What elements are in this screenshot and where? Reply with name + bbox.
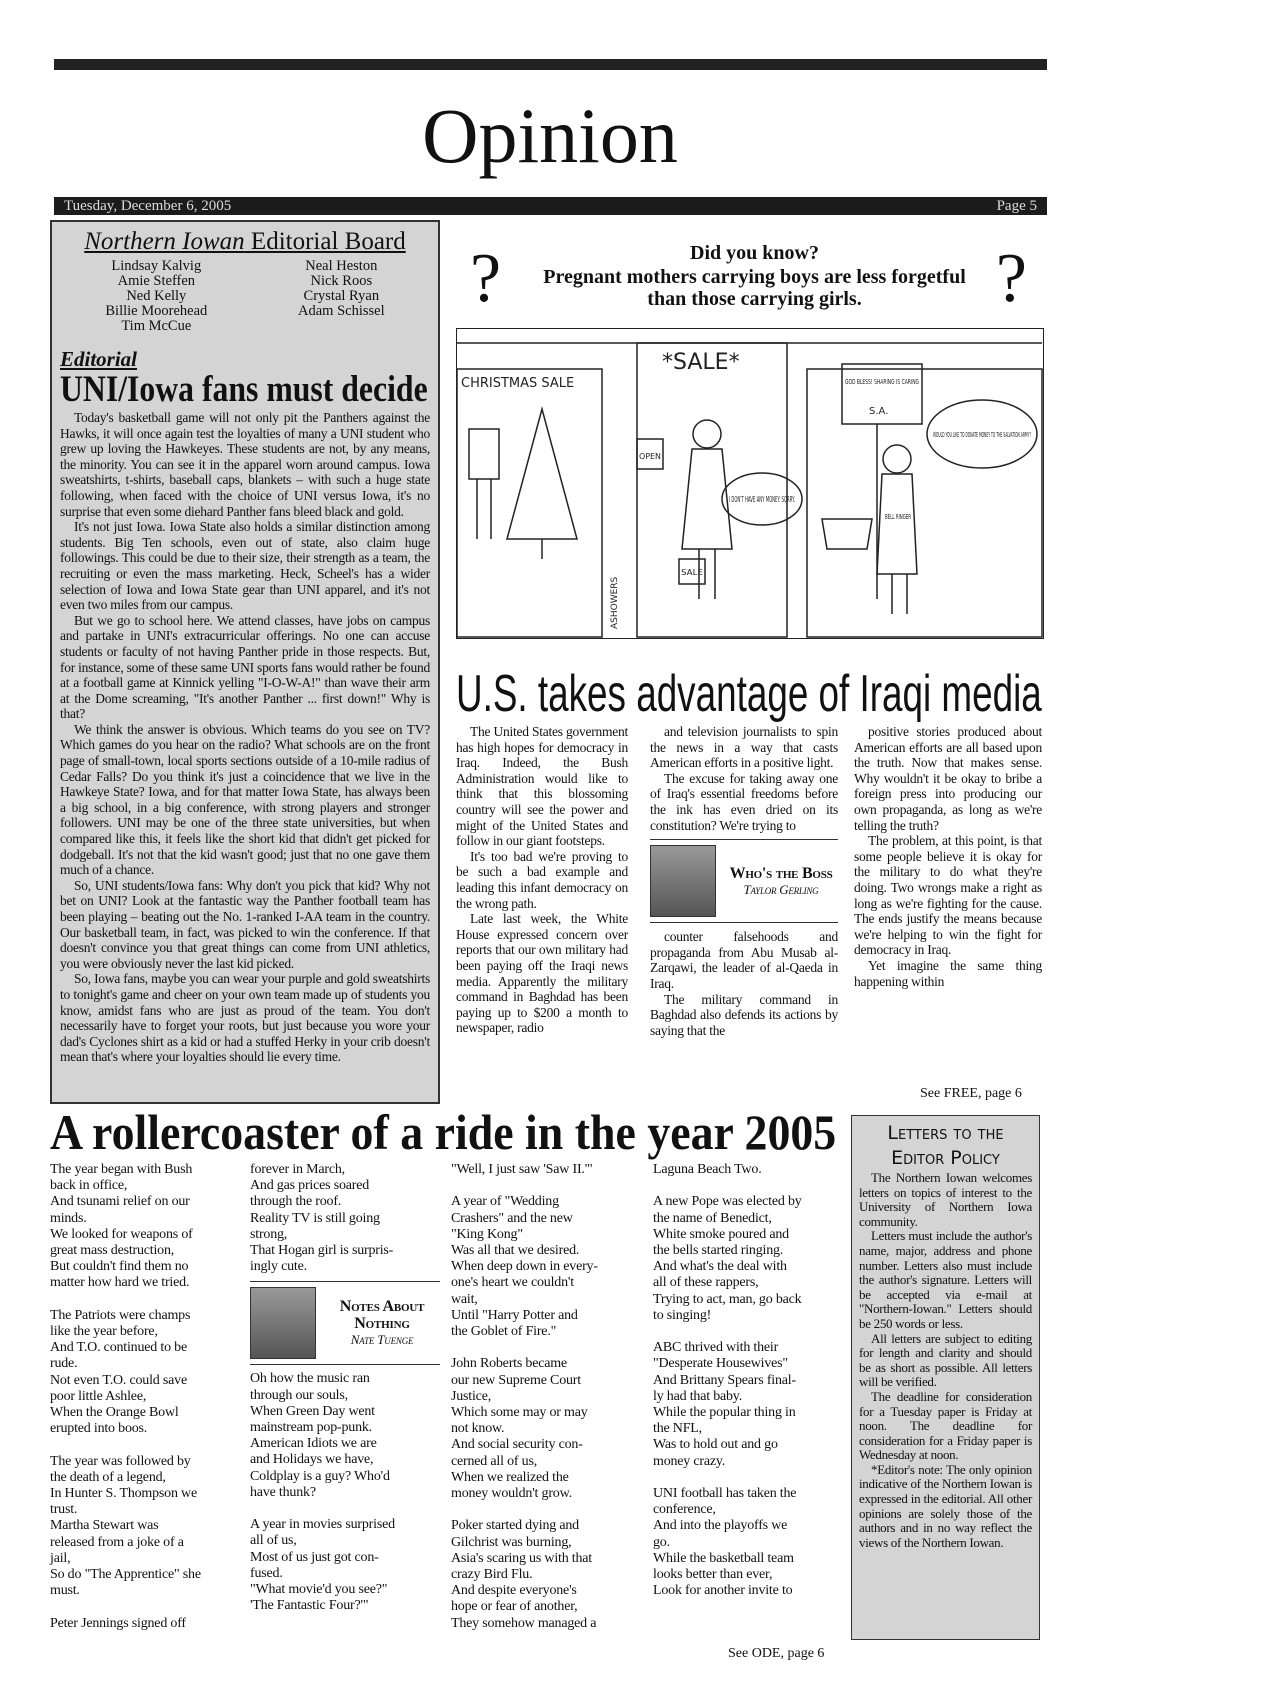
poem-line [50,1437,240,1453]
poem-line: While the popular thing in [653,1405,796,1421]
board-member: Crystal Ryan [303,288,380,304]
poem-line: all of these rappers, [653,1275,759,1291]
poem-line: So do "The Apprentice" she [50,1567,201,1583]
board-member: Billie Moorehead [105,303,208,319]
date-bar [54,197,1047,215]
paragraph: The deadline for consideration for a Tuesday paper is Friday at noon. The deadline for consideration for a Friday paper is Wednesday at noon. [859,1388,1032,1463]
poem-line: have thunk? [250,1484,316,1500]
poem-line: great mass destruction, [50,1243,175,1259]
poem-line: John Roberts became [451,1356,567,1372]
poem-line: wait, [451,1291,478,1307]
poem-line: crazy Bird Flu. [451,1567,533,1583]
paragraph: So, Iowa fans, maybe you can wear your purple and gold sweatshirts to tonight's game and cheer on your own team made up of students you know, amidst fans who are just as proud of the team. You don't necessarily have to forget your roots, but just because you wore your dad's Cyclones shirt as a kid or had a stuffed Herky in your crib doesn't mean that's where your loyalties should lie every time. [60,971,430,1065]
whos-the-boss-column-header [650,839,838,923]
paragraph: But we go to school here. We attend classes, have jobs on campus and partake in UNI's extracurricular offerings. No one can accuse students or faculty of not having Panther pride in those respects. But, for instance, some of these same UNI sports fans would rather be found at a football game at Kinnick yelling "I-O-W-A!" than wave their arm at the Dome screaming, "It's another Panther ... first down!" Why is that? [60,612,430,722]
poem-line: the death of a legend, [50,1469,166,1485]
board-member: Lindsay Kalvig [111,258,202,274]
poem-line: strong, [250,1226,288,1242]
poem-line: and Holidays we have, [250,1452,374,1468]
poem-line: Coldplay is a guy? Who'd [250,1468,390,1484]
rollercoaster-headline: A rollercoaster of a ride in the year 2005 [50,1104,837,1160]
poem-line: A year of "Wedding [451,1194,559,1210]
paragraph: So, UNI students/Iowa fans: Why don't you pick that kid? Why not bet on UNI? Look at the fantastic way the Panther football team has been playing – beating out the No. 1-ranked I-AA team in the country. Our basketball team, in fact, was picked to win the conference. If that doesn't convince you that great things can come from UNI athletics, you were obviously never the last kid picked. [60,877,430,971]
poem-line: cerned all of us, [451,1453,538,1469]
poem-line: Which some may or may [451,1405,588,1421]
poem-line: And into the playoffs we [653,1518,788,1534]
paragraph: Yet imagine the same thing happening within [854,957,1042,989]
poem-line: And gas prices soared [250,1178,370,1194]
paper-name: Northern Iowan [84,228,245,255]
poem-line: money crazy. [653,1453,726,1469]
paragraph: It's not just Iowa. Iowa State also holds a similar distinction among students. Big Ten schools, even out of state, also claim huge followings. This could be due to their size, their strength as a team, the recruiting or even the mass marketing. Heck, Scheel's has a wider selection of Iowa and Iowa State gear than UNI apparel, and it's not even two miles from our campus. [60,519,430,613]
open-sign: OPEN [639,452,662,461]
poem-line: And tsunami relief on our [50,1194,190,1210]
paragraph: and television journalists to spin the news in a way that casts American efforts in a positive light. [650,724,838,771]
paragraph: The excuse for taking away one of Iraq's essential freedoms before the ink has even dried on its constitution? We're trying to [650,770,838,833]
editorial-box [50,220,440,1104]
paragraph: It's too bad we're proving to be such a bad example and leading this infant democracy on the wrong path. [456,848,628,911]
columnist-name: Taylor Gerling [743,881,819,897]
top-rule [54,59,1047,70]
poem-line: Was to hold out and go [653,1437,778,1453]
poem-line: 'The Fantastic Four?'" [250,1598,369,1614]
editorial-headline: UNI/Iowa fans must decide [60,369,428,410]
column-name: Who's the Boss [729,864,833,882]
poem-line: like the year before, [50,1324,158,1340]
poem-line: Poker started dying and [451,1518,579,1534]
poem-line: Most of us just got con- [250,1549,379,1565]
board-members [60,259,430,334]
poem-line: The year began with Bush [50,1162,193,1177]
poem-line: erupted into boos. [50,1421,148,1437]
poem-line: go. [653,1534,670,1550]
paragraph: Late last week, the White House expressed concern over reports that our own military had been paying off the Iraqi news media. Apparently the military command in Baghdad has been paying up to $200 a month to newspaper, radio [456,911,628,1036]
paragraph: The military command in Baghdad also defends its actions by saying that the [650,991,838,1038]
us-article-headline: U.S. takes advantage of Iraqi media [456,665,1042,723]
poem-line: While the basketball team [653,1550,794,1566]
letters-policy-box [851,1115,1040,1640]
board-member: Amie Steffen [117,273,196,289]
letters-policy-title: Letters to the Editor Policy [887,1122,1004,1169]
dyk-title: Did you know? [690,242,819,264]
columnist-photo [650,845,716,917]
bell-ringer-label: BELL RINGER [885,513,912,521]
poem-line: mainstream pop-punk. [250,1420,372,1436]
poem-line: In Hunter S. Thompson we [50,1486,197,1502]
poem-line: But couldn't find them no [50,1259,189,1275]
poem-line: minds. [50,1210,87,1226]
poem-line: The year was followed by [50,1453,191,1469]
dyk-text: Pregnant mothers carrying boys are less forgetful than those carrying girls. [543,266,966,310]
salvation-army-sign: GOD BLESS! SHARING IS CARING [845,378,919,386]
see-free-jump-link[interactable]: See FREE, page 6 [920,1086,1022,1101]
poem-line [250,1501,440,1517]
poem-line: released from a joke of a [50,1534,184,1550]
board-member: Nick Roos [310,273,373,289]
shopper-speech-bubble: I DON'T HAVE ANY MONEY. SORRY. [729,495,795,504]
board-member: Ned Kelly [126,288,187,304]
question-mark-icon: ? [995,240,1027,317]
poem-line: forever in March, [250,1162,345,1177]
poem-line: jail, [50,1550,71,1566]
poem-line: When Green Day went [250,1403,375,1419]
bellringer-speech-bubble: WOULD YOU LIKE TO DONATE MONEY TO THE SALVATION ARMY? [933,431,1032,439]
poem-line: one's heart we couldn't [451,1275,574,1291]
poem-line: Oh how the music ran [250,1371,370,1387]
poem-line: all of us, [250,1533,297,1549]
cartoon-drawing [457,329,1042,637]
poem-line: Peter Jennings signed off [50,1615,186,1631]
board-member: Tim McCue [121,318,192,334]
poem-line: A year in movies surprised [250,1517,395,1533]
poem-line: Gilchrist was burning, [451,1534,572,1550]
paragraph: Letters must include the author's name, major, address and phone number. Letters also must include the author's signature. Letters will be accepted via e-mail at "Northern-Iowan." Letters should be 250 words or less. [859,1228,1032,1331]
us-article-col3 [854,724,1042,989]
us-article-col2 [650,724,838,1038]
poem-line: not know. [451,1421,505,1437]
editorial-body [60,410,430,1065]
poem-line [451,1340,641,1356]
poem-line: "Well, I just saw 'Saw II.'" [451,1162,593,1177]
editorial-headline-wrap [60,370,430,410]
us-article-col1 [456,724,628,1036]
poem-col3 [451,1162,641,1632]
poem-line: hope or fear of another, [451,1599,578,1615]
poem-line [653,1178,843,1194]
poem-line: Reality TV is still going [250,1210,380,1226]
question-mark-icon: ? [470,240,502,317]
notes-about-nothing-column-header [250,1281,440,1365]
poem-line: through the roof. [250,1194,342,1210]
poem-line: When the Orange Bowl [50,1405,179,1421]
poem-line: That Hogan girl is surpris- [250,1243,394,1259]
did-you-know [462,236,1047,322]
columnist-name: Nate Tuenge [350,1331,414,1347]
poem-line: White smoke poured and [653,1226,789,1242]
poem-line: Trying to act, man, go back [653,1291,802,1307]
poem-line: UNI football has taken the [653,1486,797,1502]
board-member: Neal Heston [305,258,378,274]
board-members-right [298,259,385,334]
poem-line: "Desperate Housewives" [653,1356,788,1372]
poem-line: Until "Harry Potter and [451,1307,578,1323]
poem-line: "What movie'd you see?" [250,1582,388,1598]
poem-line: We looked for weapons of [50,1226,193,1242]
poem-line: And social security con- [451,1437,583,1453]
cartoonist-signature: ASHOWERS [610,576,620,629]
board-title-rest: Editorial Board [244,228,406,255]
poem-line [50,1599,240,1615]
poem-line: Martha Stewart was [50,1518,159,1534]
editorial-cartoon [456,328,1044,639]
poem-line: through our souls, [250,1387,348,1403]
board-members-left [105,259,207,334]
poem-line: the NFL, [653,1421,702,1437]
paragraph: counter falsehoods and propaganda from Abu Musab al-Zarqawi, the leader of al-Qaeda in Iraq. [650,929,838,991]
paragraph: positive stories produced about American efforts are all based upon the truth. Now that makes sense. Why wouldn't it be okay to bribe a foreign press into producing our own propaganda, as long as we're telling the truth? [854,724,1042,833]
poem-line: fused. [250,1565,283,1581]
poem-line: must. [50,1583,80,1599]
poem-col4 [653,1162,843,1599]
poem-line: A new Pope was elected by [653,1194,802,1210]
rollercoaster-headline-wrap [50,1104,838,1160]
poem-line: And Brittany Spears final- [653,1372,796,1388]
page-number: Page 5 [996,198,1037,214]
paragraph: *Editor's note: The only opinion indicative of the Northern Iowan is expressed in the editorial. All other opinions are solely those of the authors and in no way reflect the views of the Northern Iowan. [859,1461,1032,1550]
see-ode-jump-link[interactable]: See ODE, page 6 [728,1646,825,1661]
poem-line: ingly cute. [250,1259,307,1275]
poem-line: And T.O. continued to be [50,1340,187,1356]
poem-line [50,1292,240,1308]
poem-line: looks better than ever, [653,1567,773,1583]
us-article-headline-wrap [456,664,1044,724]
section-title: Opinion [422,92,678,179]
editorial-label: Editorial [60,347,138,371]
poem-line: Justice, [451,1388,492,1404]
paragraph: We think the answer is obvious. Which teams do you see on TV? Which games do you hear on the radio? What schools are on the front page of small-town, local sports sections outside of a 10-mile radius of Cedar Falls? Do you think it's just a coincidence that we live in the Hawkeye State? Iowa, and for that matter Iowa State, has always been a big school, in a big conference, with strong players and stronger followers. UNI may be one of the three state universities, but when compared like this, it feels like the short kid that didn't get picked for dodgeball. It's not that the kid wasn't good; just that no one gave them much of a chance. [60,721,430,878]
poem-line: And despite everyone's [451,1583,577,1599]
poem-line: Asia's scaring us with that [451,1550,592,1566]
poem-line [451,1502,641,1518]
poem-line: money wouldn't grow. [451,1486,572,1502]
poem-line: And what's the deal with [653,1259,787,1275]
poem-line: the Goblet of Fire." [451,1324,557,1340]
paragraph: The Northern Iowan welcomes letters on topics of interest to the University of Northern Iowa community. [859,1170,1032,1229]
poem-line: The Patriots were champs [50,1307,191,1323]
poem-col1 [50,1162,240,1632]
board-title [60,228,430,256]
paragraph: The United States government has high hopes for democracy in Iraq. Indeed, the Bush Administration would like to think that this blossoming country will see the power and might of the United States and follow in our giant footsteps. [456,724,628,849]
poem-line: trust. [50,1502,78,1518]
poem-line: the name of Benedict, [653,1210,772,1226]
column-name: Notes About Nothing [339,1297,425,1332]
poem-line: to singing! [653,1307,712,1323]
poem-line: American Idiots we are [250,1436,377,1452]
poem-line [451,1178,641,1194]
poem-line: When deep down in every- [451,1259,598,1275]
issue-date: Tuesday, December 6, 2005 [64,198,232,214]
poem-line: conference, [653,1502,716,1518]
paragraph: All letters are subject to editing for length and clarity and should be as short as possible. All letters will be verified. [859,1330,1032,1390]
poem-line: our new Supreme Court [451,1372,581,1388]
poem-line: Was all that we desired. [451,1243,580,1258]
poem-line: Crashers" and the new [451,1210,573,1226]
poem-line: poor little Ashlee, [50,1388,147,1404]
poem-line: Not even T.O. could save [50,1372,187,1388]
paragraph: Today's basketball game will not only pit the Panthers against the Hawks, it will once again test the loyalties of many a UNI student who grew up loving the Hawkeyes. These students are not, by any means, the minority. You can see it in the apparel worn around campus. Iowa sweatshirts, t-shirts, baseball caps, blankets – with such a huge state following, when faced with the choice of UNI versus Iowa, it's no surprise that even some diehard Panther fans bleed black and gold. [60,410,430,519]
sale-sign: *SALE* [662,350,740,375]
sa-label: S.A. [869,406,889,417]
shopping-bag-label: SALE [681,568,703,577]
poem-col2 [250,1162,440,1614]
poem-line: ly had that baby. [653,1388,743,1404]
poem-line: They somehow managed a [451,1615,597,1631]
poem-line: Laguna Beach Two. [653,1162,762,1177]
poem-line: ABC thrived with their [653,1340,779,1356]
poem-line: When we realized the [451,1469,569,1485]
poem-line [653,1470,843,1486]
christmas-sale-sign: CHRISTMAS SALE [461,376,575,391]
poem-line: back in office, [50,1178,128,1194]
poem-line: matter how hard we tried. [50,1275,190,1291]
paragraph: The problem, at this point, is that some people believe it is okay for the military to do what they're doing. Two wrongs make a right as long as we're fighting for the cause. The ends justify the means because we're helping to win the fight for democracy in Iraq. [854,833,1042,958]
poem-line: Look for another invite to [653,1583,793,1599]
columnist-photo [250,1287,316,1359]
board-member: Adam Schissel [298,303,385,319]
poem-line: rude. [50,1356,78,1372]
poem-line: "King Kong" [451,1226,523,1242]
poem-line [653,1324,843,1340]
poem-line: the bells started ringing. [653,1243,784,1258]
